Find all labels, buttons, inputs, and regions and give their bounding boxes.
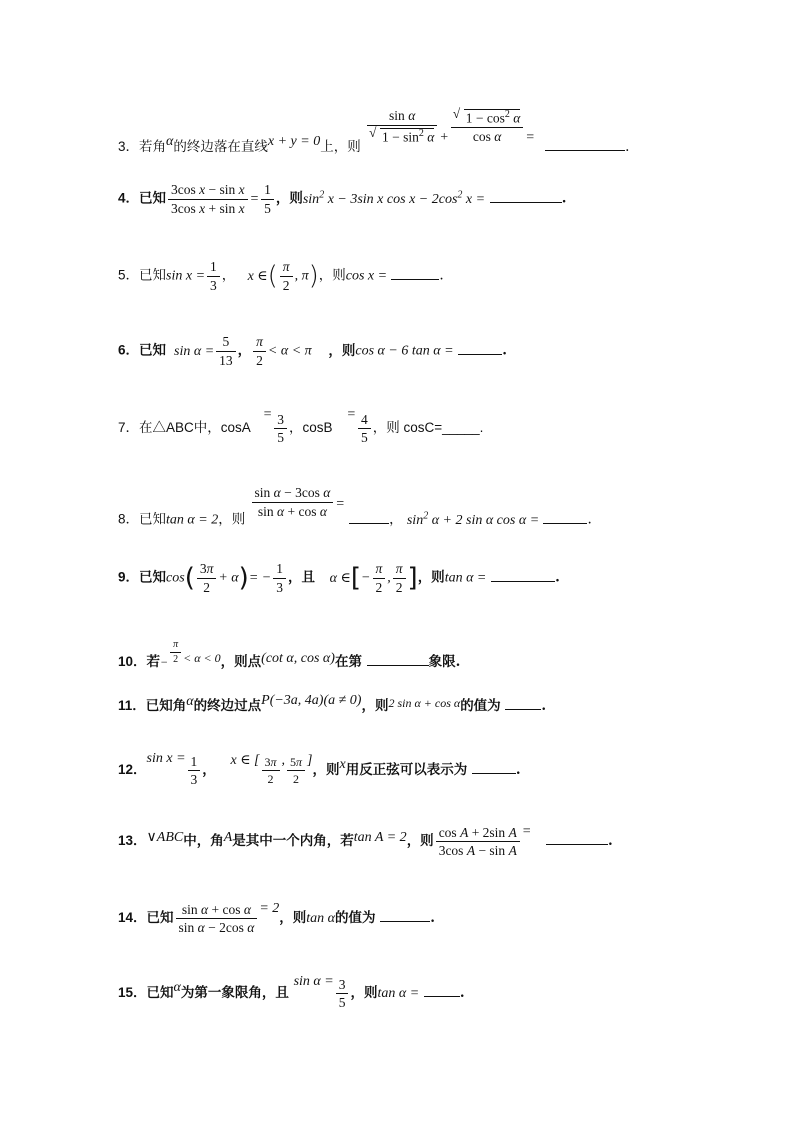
problem-number: 12 [118, 762, 134, 777]
problem-9: 9．已知cos( $\frac{3\pi}{2}$ + α)= − $\frac{1}{3}$ ，且 α ∈[− $\frac{\pi}{2}$ , $\frac{\pi}{2}$ ]，则tan α = . [118, 561, 560, 595]
answer-blank[interactable] [367, 654, 429, 666]
problem-8: 8．已知tan α = 2，则 $\frac{\text{sin α − 3cos α}}{\text{sin α + cos α}}$ = ， $\sin^2 \alpha + 2$ sin α cos α = . [118, 485, 592, 528]
problem-text: 若角 [139, 139, 167, 155]
problem-3: 3．若角α的终边落在直线x + y = 0上，则 sin α √ $1 - \sin^2 \alpha$ + √ $\frac{1 - \cos^2 \alpha}{\text{cos α}}$ = . [118, 109, 629, 155]
answer-blank[interactable] [458, 343, 502, 355]
answer-blank[interactable] [546, 833, 608, 845]
problem-number: 6 [118, 342, 126, 358]
problem-5: 5．已知sin x = $\frac{1}{3}$ ， x ∈( $\frac{\pi}{2}$ , π)，则cos x = . [118, 259, 444, 293]
formula: √ $\frac{1 - \cos^2 \alpha}{\text{cos α}}$ [451, 109, 524, 144]
answer-blank[interactable] [490, 191, 562, 203]
problem-number: 13 [118, 833, 134, 848]
problem-4: 4．已知 $\frac{\text{3cos x − sin x}}{\text{3cos x + sin x}}$ = $\frac{1}{5}$ ，则$\sin^2 x - 3\sin$ x $\cos x - 2\cos^2$ x = . [118, 182, 567, 216]
problem-12: 12．sin x = $\frac{1}{3}$ ， x ∈ [ $\frac{3\pi}{2}$ , $\frac{5\pi}{2}$ ]，则x用反正弦可以表示为 . [118, 751, 521, 787]
problem-13: 13．∨ABC中，角A是其中一个内角，若tan A = 2，则 $\frac{\text{cos A + 2sin A}}{\text{3cos A − sin A}}$ = . [118, 824, 613, 858]
problem-number: 10 [118, 654, 134, 669]
answer-blank[interactable] [472, 762, 516, 774]
formula: $\frac{\text{3cos x − sin x}}{\text{3cos x + sin x}}$ [168, 183, 248, 215]
answer-blank[interactable] [543, 512, 587, 524]
problem-number: 15 [118, 985, 134, 1000]
problem-10: 10．若− $\frac{\pi}{2}$ < α < 0，则点(cot α, cos α)在第 象限. [118, 639, 461, 670]
problem-number: 4 [118, 190, 126, 206]
problem-number: 3 [118, 139, 126, 154]
problem-number: 11 [118, 698, 133, 713]
problem-number: 9 [118, 569, 126, 585]
problem-number: 14 [118, 910, 134, 925]
problem-11: 11．已知角α的终边过点P(−3a, 4a)(a ≠ 0)，则2 sin α + cos α的值为 . [118, 693, 547, 714]
answer-blank[interactable] [380, 910, 430, 922]
problem-number: 8 [118, 511, 126, 527]
answer-blank[interactable] [424, 985, 460, 997]
answer-blank[interactable] [391, 268, 439, 280]
problem-15: 15．已知α为第一象限角，且 sin α = $\frac{3}{5}$ ，则tan α = . [118, 974, 465, 1010]
answer-blank[interactable] [491, 570, 555, 582]
answer-blank[interactable] [545, 139, 625, 151]
problem-6: 6．已知 sin α = $\frac{5}{13}$ ， $\frac{\pi}{2}$ < α < π ，则cos α − 6 tan α = . [118, 334, 507, 368]
answer-blank[interactable] [349, 512, 389, 524]
problem-14: 14．已知 $\frac{\text{sin α + cos α}}{\text{sin α − 2cos α}}$ = 2，则tan α的值为 . [118, 901, 435, 935]
problem-number: 5 [118, 267, 126, 283]
answer-blank[interactable] [505, 698, 541, 710]
formula: sin α √ $1 - \sin^2 \alpha$ [367, 109, 437, 144]
problem-7: 7．在△ABC中，cosA= $\frac{3}{5}$ ，cosB= $\frac{4}{5}$ ，则 cosC=_____. [118, 407, 484, 445]
problem-number: 7 [118, 420, 126, 435]
